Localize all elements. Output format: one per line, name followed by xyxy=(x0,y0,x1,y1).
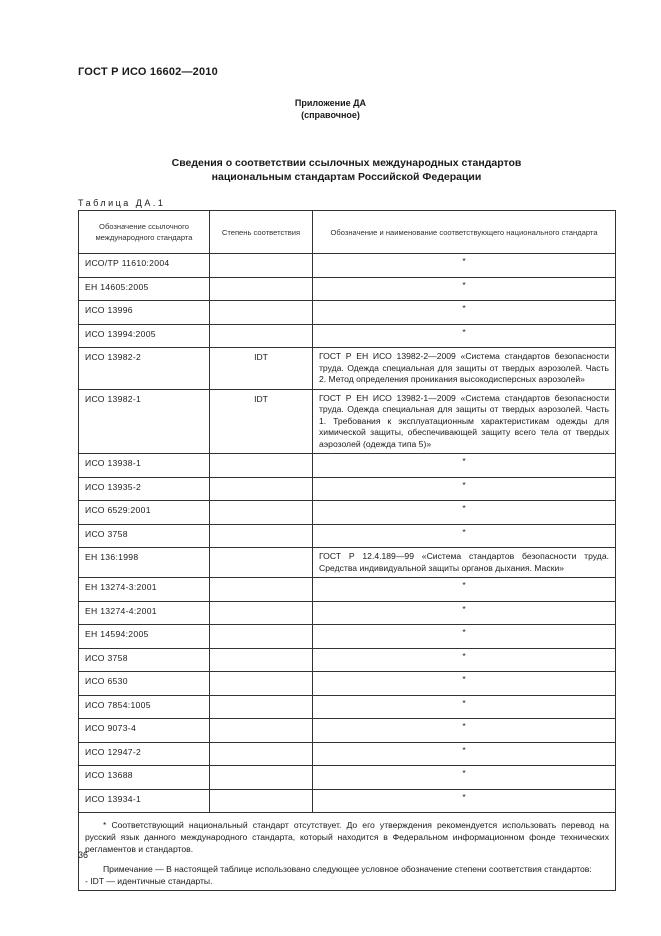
national-standard-cell: ГОСТ Р ЕН ИСО 13982-2—2009 «Система стандартов безопасности труда. Одежда специальная для защиты от твердых аэрозолей. Часть 2. Метод определения проникания высокодисперсных аэрозолей» xyxy=(313,348,616,390)
document-header: ГОСТ Р ИСО 16602—2010 xyxy=(78,66,218,78)
degree-cell xyxy=(210,578,313,602)
ref-standard-cell: ИСО 13996 xyxy=(79,301,210,325)
national-standard-cell: * xyxy=(313,601,616,625)
degree-cell xyxy=(210,789,313,813)
header-national-standard: Обозначение и наименование соответствующего национального стандарта xyxy=(313,211,616,254)
national-standard-cell: * xyxy=(313,625,616,649)
national-standard-cell: * xyxy=(313,789,616,813)
degree-cell xyxy=(210,766,313,790)
ref-standard-cell: ИСО/ТР 11610:2004 xyxy=(79,254,210,278)
degree-cell xyxy=(210,548,313,578)
national-standard-cell: * xyxy=(313,719,616,743)
ref-standard-cell: ИСО 3758 xyxy=(79,524,210,548)
table-footer xyxy=(79,813,616,891)
table-row xyxy=(79,277,616,301)
national-standard-cell: * xyxy=(313,672,616,696)
table-row xyxy=(79,601,616,625)
national-standard-cell: * xyxy=(313,742,616,766)
national-standard-cell: * xyxy=(313,301,616,325)
ref-standard-cell: ЕН 14605:2005 xyxy=(79,277,210,301)
note: Примечание — В настоящей таблице использовано следующее условное обозначение степени соответствия стандартов: xyxy=(103,864,592,874)
table-row xyxy=(79,695,616,719)
degree-cell xyxy=(210,625,313,649)
table-row xyxy=(79,454,616,478)
national-standard-cell: * xyxy=(313,524,616,548)
ref-standard-cell: ИСО 13938-1 xyxy=(79,454,210,478)
annex-kind: (справочное) xyxy=(301,110,360,120)
national-standard-cell: * xyxy=(313,477,616,501)
table-row xyxy=(79,301,616,325)
table-caption: Таблица ДА.1 xyxy=(78,198,166,208)
national-standard-cell: * xyxy=(313,324,616,348)
national-standard-cell: * xyxy=(313,254,616,278)
table-footer-row xyxy=(79,813,616,891)
ref-standard-cell: ИСО 6529:2001 xyxy=(79,501,210,525)
footnote: * Соответствующий национальный стандарт отсутствует. До его утверждения рекомендуется использовать перевод на русский язык данного международного стандарта, который находится в Федеральном информационном фонде технических регламентов и стандартов. xyxy=(85,820,609,854)
ref-standard-cell: ИСО 9073-4 xyxy=(79,719,210,743)
degree-cell: IDT xyxy=(210,348,313,390)
ref-standard-cell: ИСО 3758 xyxy=(79,648,210,672)
table-row xyxy=(79,648,616,672)
table-row xyxy=(79,578,616,602)
degree-cell xyxy=(210,648,313,672)
table-row xyxy=(79,524,616,548)
table-row xyxy=(79,766,616,790)
ref-standard-cell: ИСО 13982-1 xyxy=(79,389,210,454)
table-row xyxy=(79,254,616,278)
table-row xyxy=(79,719,616,743)
table-row xyxy=(79,625,616,649)
header-degree: Степень соответствия xyxy=(210,211,313,254)
ref-standard-cell: ИСО 13688 xyxy=(79,766,210,790)
national-standard-cell: * xyxy=(313,454,616,478)
degree-cell xyxy=(210,601,313,625)
degree-cell: IDT xyxy=(210,389,313,454)
ref-standard-cell: ЕН 13274-4:2001 xyxy=(79,601,210,625)
degree-cell xyxy=(210,719,313,743)
national-standard-cell: * xyxy=(313,277,616,301)
doc-title-line1: Сведения о соответствии ссылочных международных стандартов xyxy=(171,157,522,169)
ref-standard-cell: ИСО 13994:2005 xyxy=(79,324,210,348)
ref-standard-cell: ИСО 13982-2 xyxy=(79,348,210,390)
degree-cell xyxy=(210,672,313,696)
ref-standard-cell: ЕН 13274-3:2001 xyxy=(79,578,210,602)
degree-cell xyxy=(210,742,313,766)
national-standard-cell: * xyxy=(313,695,616,719)
doc-title-line2: национальным стандартам Российской Федерации xyxy=(211,171,482,183)
national-standard-cell: ГОСТ Р ЕН ИСО 13982-1—2009 «Система стандартов безопасности труда. Одежда специальная для защиты от твердых аэрозолей. Часть 1. Требования к эксплуатационным характеристикам одежды для химической защиты, обеспечивающей защиту всего тела от твердых аэрозолей (одежда типа 5)» xyxy=(313,389,616,454)
degree-cell xyxy=(210,477,313,501)
degree-cell xyxy=(210,301,313,325)
national-standard-cell: * xyxy=(313,766,616,790)
ref-standard-cell: ИСО 6530 xyxy=(79,672,210,696)
ref-standard-cell: ЕН 136:1998 xyxy=(79,548,210,578)
degree-cell xyxy=(210,695,313,719)
correspondence-table xyxy=(78,210,616,891)
table-row xyxy=(79,672,616,696)
ref-standard-cell: ЕН 14594:2005 xyxy=(79,625,210,649)
ref-standard-cell: ИСО 13935-2 xyxy=(79,477,210,501)
table-header-row xyxy=(79,211,616,254)
table-row xyxy=(79,501,616,525)
page-number: 36 xyxy=(78,850,89,860)
table-row xyxy=(79,789,616,813)
national-standard-cell: * xyxy=(313,578,616,602)
table-body xyxy=(79,254,616,813)
table-row xyxy=(79,348,616,390)
national-standard-cell: * xyxy=(313,648,616,672)
ref-standard-cell: ИСО 7854:1005 xyxy=(79,695,210,719)
table-row xyxy=(79,389,616,454)
note-item: - IDT — идентичные стандарты. xyxy=(85,876,213,886)
annex-title: Приложение ДА xyxy=(294,98,367,108)
degree-cell xyxy=(210,324,313,348)
degree-cell xyxy=(210,277,313,301)
table-row xyxy=(79,477,616,501)
degree-cell xyxy=(210,454,313,478)
degree-cell xyxy=(210,524,313,548)
table-row xyxy=(79,742,616,766)
degree-cell xyxy=(210,254,313,278)
ref-standard-cell: ИСО 12947-2 xyxy=(79,742,210,766)
ref-standard-cell: ИСО 13934-1 xyxy=(79,789,210,813)
table-row xyxy=(79,324,616,348)
national-standard-cell: * xyxy=(313,501,616,525)
national-standard-cell: ГОСТ Р 12.4.189—99 «Система стандартов безопасности труда. Средства индивидуальной защиты органов дыхания. Маски» xyxy=(313,548,616,578)
degree-cell xyxy=(210,501,313,525)
table-row xyxy=(79,548,616,578)
header-ref-standard: Обозначение ссылочного международного стандарта xyxy=(79,211,210,254)
